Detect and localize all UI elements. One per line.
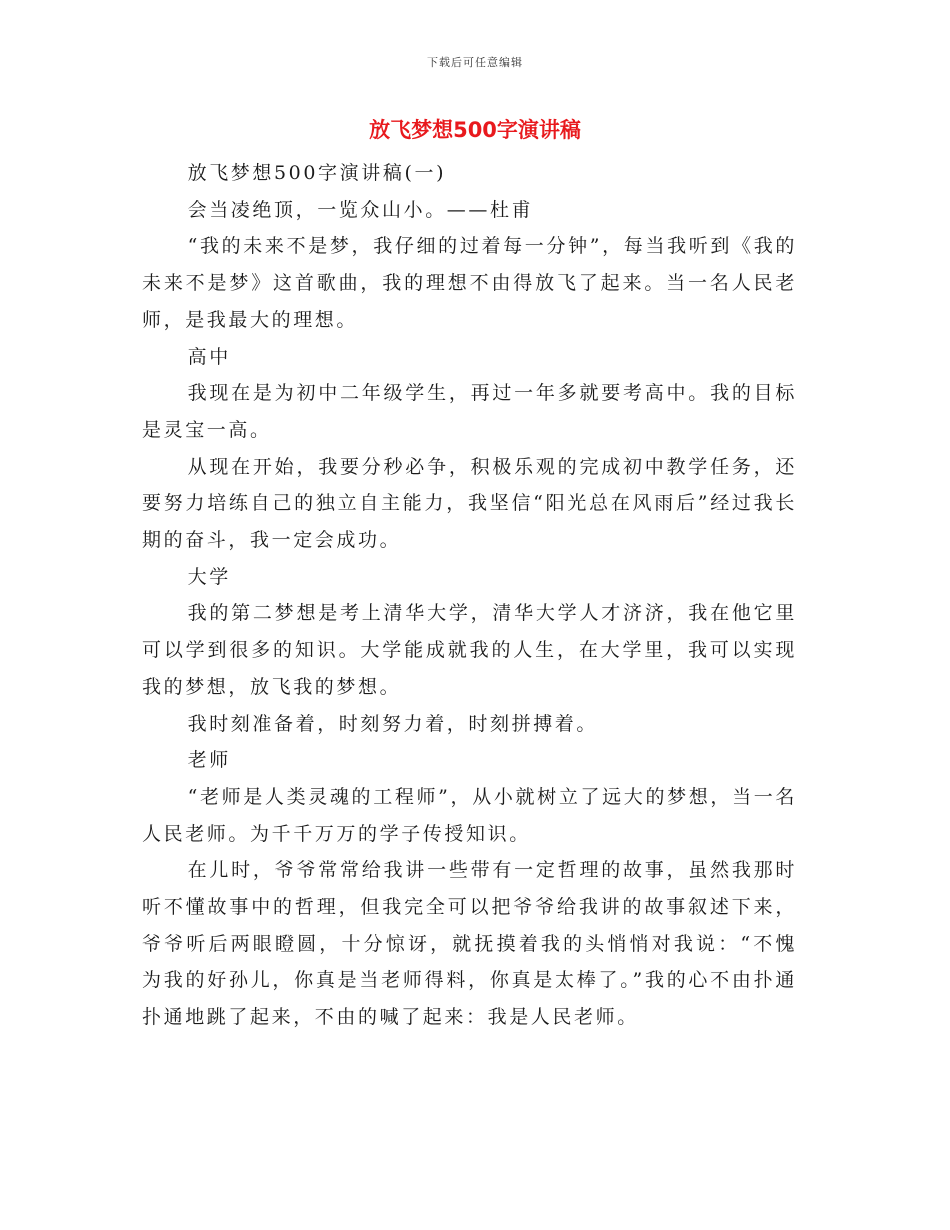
paragraph: 我的第二梦想是考上清华大学，清华大学人才济济，我在他它里可以学到很多的知识。大学能成就我的人生，在大学里，我可以实现我的梦想，放飞我的梦想。 [142,602,797,698]
section-heading-teacher: 老师 [187,749,231,772]
paragraph: “老师是人类灵魂的工程师”，从小就树立了远大的梦想，当一名人民老师。为千千万万的学子传授知识。 [142,785,797,845]
header-note: 下载后可任意编辑 [427,56,523,69]
document-body [142,155,797,1036]
paragraph-subtitle: 放飞梦想500字演讲稿(一) [187,162,447,184]
section-heading-high-school: 高中 [187,345,231,368]
section-heading-university: 大学 [187,565,231,588]
paragraph-quote: 会当凌绝顶，一览众山小。——杜甫 [187,198,534,221]
paragraph: 我现在是为初中二年级学生，再过一年多就要考高中。我的目标是灵宝一高。 [142,382,797,441]
paragraph: “我的未来不是梦，我仔细的过着每一分钟”，每当我听到《我的未来不是梦》这首歌曲，我的理想不由得放飞了起来。当一名人民老师，是我最大的理想。 [142,235,797,331]
paragraph: 我时刻准备着，时刻努力着，时刻拼搏着。 [187,712,598,735]
document-title: 放飞梦想500字演讲稿 [369,118,581,142]
paragraph: 在儿时，爷爷常常给我讲一些带有一定哲理的故事，虽然我那时听不懂故事中的哲理，但我完全可以把爷爷给我讲的故事叙述下来，爷爷听后两眼瞪圆，十分惊讶，就抚摸着我的头悄悄对我说：“不愧为我的好孙儿，你真是当老师得料，你真是太棒了。”我的心不由扑通扑通地跳了起来，不由的喊了起来：我是人民老师。 [142,859,797,1029]
paragraph: 从现在开始，我要分秒必争，积极乐观的完成初中教学任务，还要努力培练自己的独立自主能力，我坚信“阳光总在风雨后”经过我长期的奋斗，我一定会成功。 [142,455,797,552]
